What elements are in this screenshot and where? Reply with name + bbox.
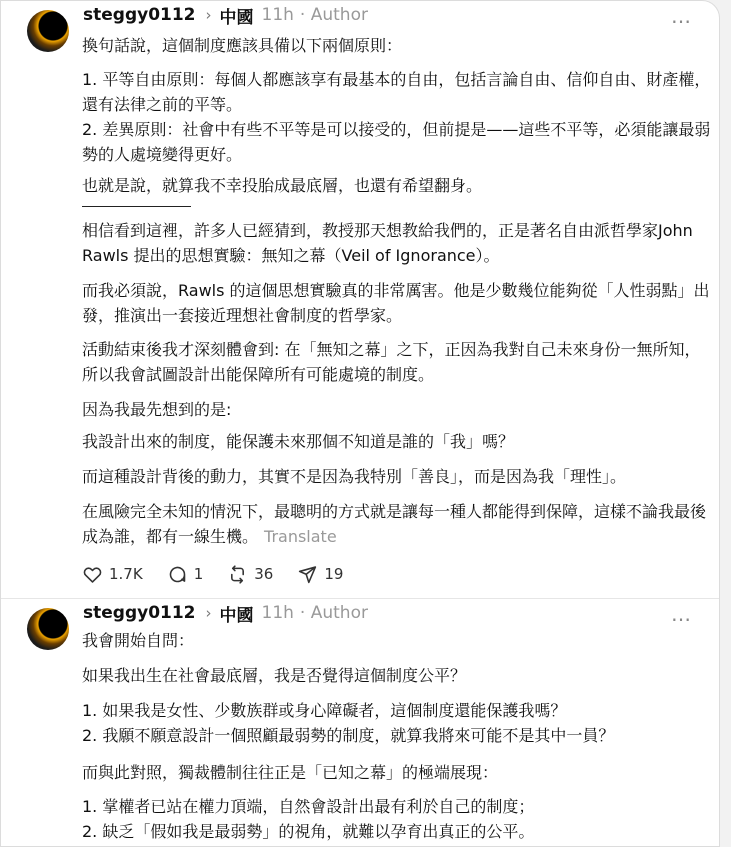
post-paragraph: 換句話說，這個制度應該具備以下兩個原則： bbox=[82, 36, 403, 55]
post-paragraph: 而這種設計背後的動力，其實不是因為我特別「善良」，而是因為我「理性」。 bbox=[82, 467, 627, 486]
share-count: 19 bbox=[324, 565, 344, 583]
section-divider bbox=[82, 206, 191, 207]
topic-tag[interactable]: 中國 bbox=[219, 605, 254, 626]
action-bar bbox=[82, 563, 367, 585]
post-paragraph: 如果我出生在社會最底層，我是否覺得這個制度公平？ bbox=[82, 666, 467, 685]
repost-count: 36 bbox=[254, 565, 274, 583]
like-button[interactable] bbox=[82, 564, 143, 585]
chevron-right-icon: › bbox=[205, 604, 212, 622]
more-options-icon[interactable]: … bbox=[671, 4, 692, 28]
username[interactable]: steggy0112 bbox=[83, 5, 196, 25]
topic-tag[interactable]: 中國 bbox=[219, 7, 254, 28]
post-paragraph: 而與此對照，獨裁體制往往正是「已知之幕」的極端展現： bbox=[82, 763, 499, 782]
comment-icon bbox=[167, 564, 188, 585]
post-paragraph: 我設計出來的制度，能保護未來那個不知道是誰的「我」嗎？ bbox=[82, 432, 515, 451]
heart-icon bbox=[82, 564, 103, 585]
post-paragraph: 2. 缺乏「假如我是最弱勢」的視角，就難以孕育出真正的公平。 bbox=[82, 822, 535, 841]
author-badge: · Author bbox=[299, 5, 368, 25]
repost-icon bbox=[227, 564, 248, 585]
post-paragraph-text: 在風險完全未知的情況下，最聰明的方式就是讓每一種人都能得到保障，這樣不論我最後成為誰，都有一線生機。 bbox=[82, 502, 707, 546]
username[interactable]: steggy0112 bbox=[83, 603, 196, 623]
post-paragraph: 活動結束後我才深刻體會到: 在「無知之幕」之下，正因為我對自己未來身份一無所知，所以我會試圖設計出能保障所有可能處境的制度。 bbox=[82, 340, 701, 384]
share-button[interactable] bbox=[297, 564, 343, 585]
post-header bbox=[83, 602, 368, 624]
post-paragraph: 我會開始自問： bbox=[82, 631, 195, 650]
like-count: 1.7K bbox=[109, 565, 143, 583]
author-badge: · Author bbox=[299, 603, 368, 623]
translate-link[interactable]: Translate bbox=[264, 527, 337, 546]
chevron-right-icon: › bbox=[205, 6, 212, 24]
post-paragraph: 也就是說，就算我不幸投胎成最底層，也還有希望翻身。 bbox=[82, 176, 483, 195]
post-paragraph: 因為我最先想到的是: bbox=[82, 400, 232, 419]
send-icon bbox=[297, 564, 318, 585]
post-paragraph: 1. 掌權者已站在權力頂端，自然會設計出最有利於自己的制度； bbox=[82, 797, 535, 816]
post-paragraph: 2. 我願不願意設計一個照顧最弱勢的制度，就算我將來可能不是其中一員？ bbox=[82, 726, 615, 745]
avatar[interactable] bbox=[27, 608, 69, 650]
post-separator bbox=[1, 598, 719, 599]
post-paragraph: 而我必須說，Rawls 的這個思想實驗真的非常厲害。他是少數幾位能夠從「人性弱點」出發，推演出一套接近理想社會制度的哲學家。 bbox=[82, 281, 710, 325]
reply-button[interactable] bbox=[167, 564, 204, 585]
timestamp: 11h bbox=[261, 603, 294, 623]
reply-count: 1 bbox=[193, 565, 204, 583]
post-paragraph: 相信看到這裡，許多人已經猜到，教授那天想教給我們的，正是著名自由派哲學家John Rawls 提出的思想實驗：無知之幕（Veil of Ignorance）。 bbox=[82, 221, 693, 265]
post-paragraph bbox=[82, 499, 712, 549]
post-paragraph: 2. 差異原則：社會中有些不平等是可以接受的，但前提是——這些不平等，必須能讓最弱勢的人處境變得更好。 bbox=[82, 120, 711, 164]
more-options-icon[interactable]: … bbox=[671, 602, 692, 626]
post-header bbox=[83, 4, 368, 26]
post-paragraph: 1. 平等自由原則：每個人都應該享有最基本的自由，包括言論自由、信仰自由、財產權，還有法律之前的平等。 bbox=[82, 70, 711, 114]
avatar[interactable] bbox=[27, 10, 69, 52]
post-paragraph: 1. 如果我是女性、少數族群或身心障礙者，這個制度還能保護我嗎？ bbox=[82, 701, 567, 720]
timestamp: 11h bbox=[261, 5, 294, 25]
repost-button[interactable] bbox=[227, 564, 273, 585]
